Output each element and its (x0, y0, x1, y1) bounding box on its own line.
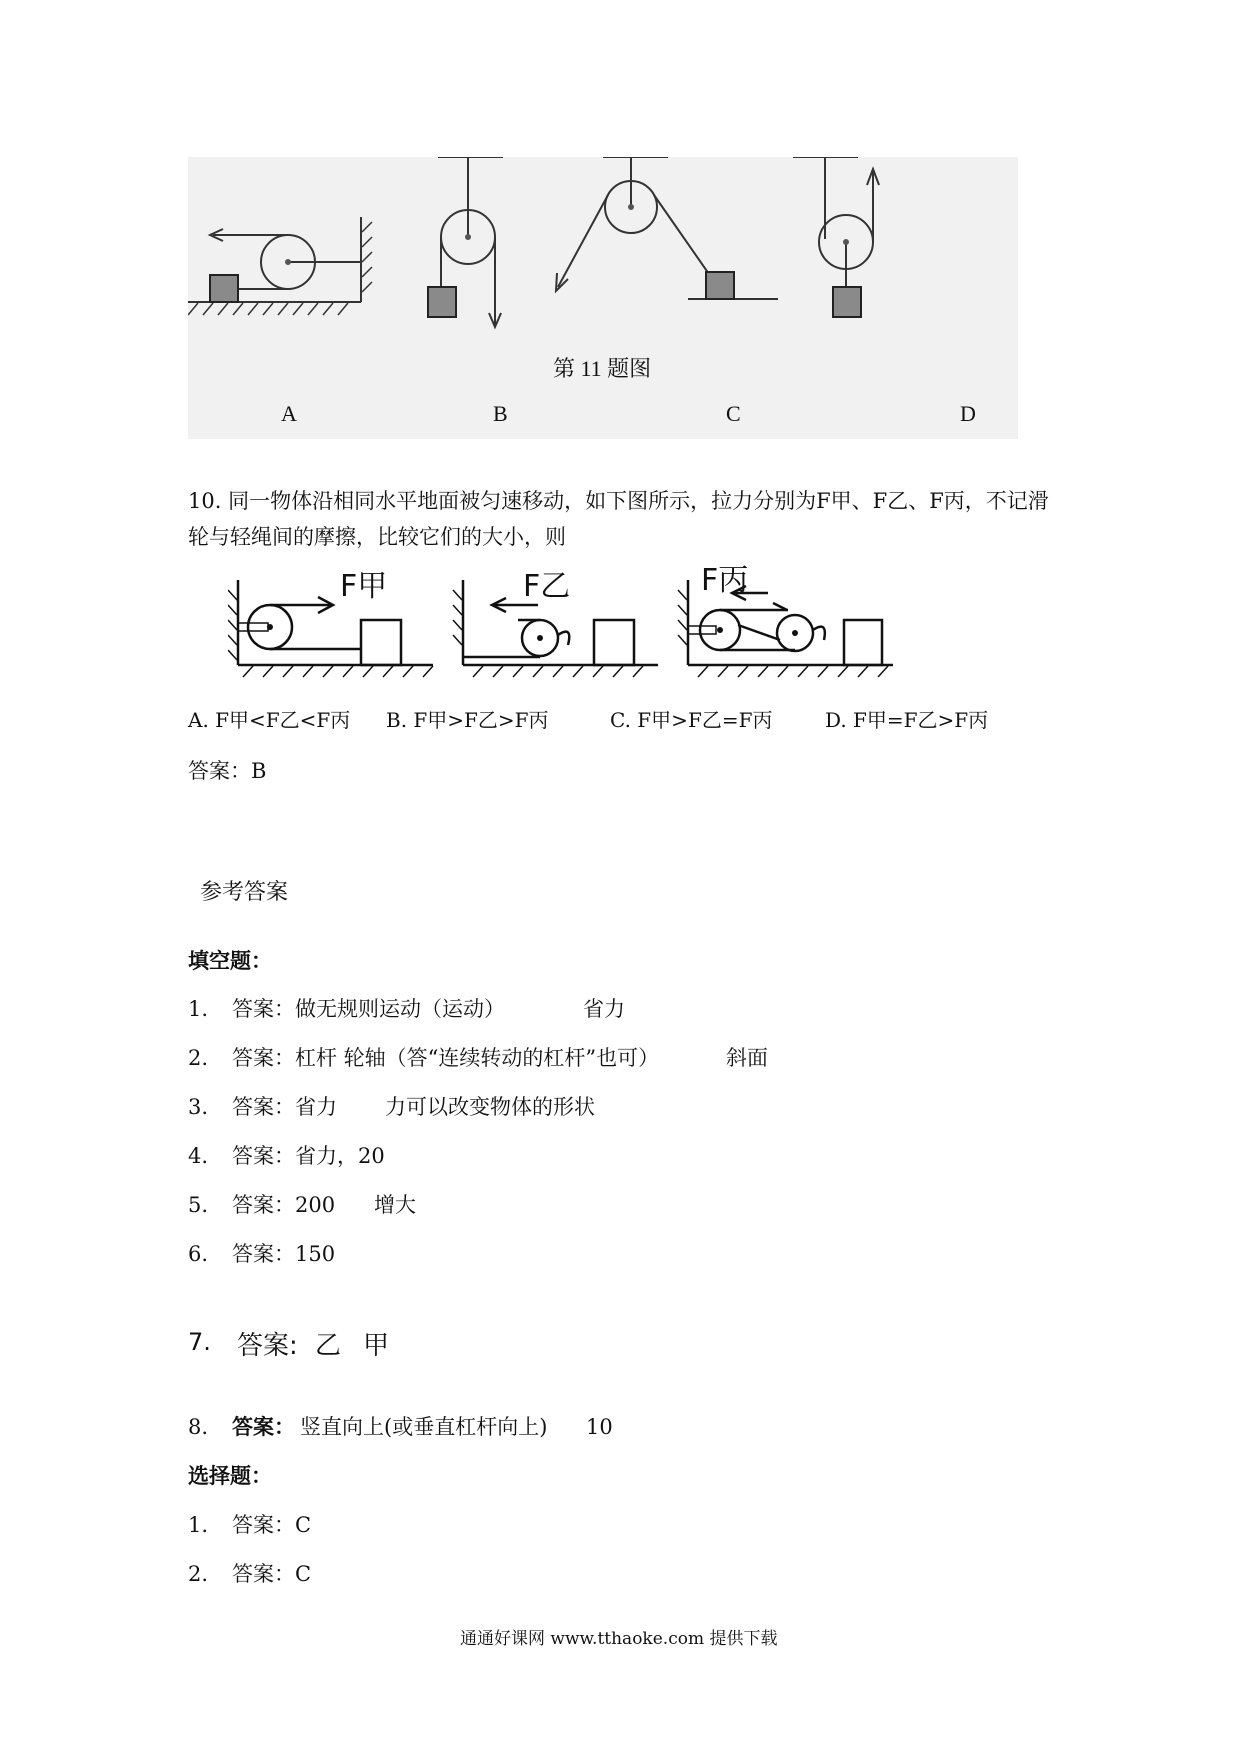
label-f-yi: F乙 (523, 569, 571, 604)
choice-section-title: 选择题： (188, 1463, 272, 1488)
fill-section-title: 填空题： (188, 948, 272, 973)
figure-11-drawing (188, 157, 1018, 439)
q7-value-1: 乙 (315, 1331, 342, 1361)
q10-option-d: D. F甲=F乙>F丙 (825, 708, 989, 732)
figure-label-a: A (281, 401, 297, 426)
q10-option-b: B. F甲>F乙>F丙 (386, 708, 549, 732)
ref-title: 参考答案 (200, 880, 289, 905)
q7-value-2: 甲 (363, 1331, 390, 1361)
fill-5-num: 5. (188, 1193, 209, 1217)
fill-1-answer: 答案：做无规则运动（运动） (232, 997, 505, 1021)
fill-1-num: 1. (188, 997, 209, 1021)
footer-text: 通通好课网 www.tthaoke.com 提供下载 (460, 1629, 778, 1649)
fill-2-num: 2. (188, 1046, 209, 1070)
q10-text-line1: 10. 同一物体沿相同水平地面被匀速移动，如下图所示，拉力分别为F甲、F乙、F丙，不记滑 (188, 489, 1049, 513)
q8-label: 答案： (232, 1414, 295, 1439)
q7-label: 答案: (237, 1331, 298, 1361)
fill-3-extra: 力可以改变物体的形状 (385, 1095, 595, 1119)
fill-5-extra: 增大 (374, 1193, 416, 1217)
q7-num: 7. (188, 1328, 211, 1356)
fill-2-answer: 答案：杠杆 轮轴（答“连续转动的杠杆”也可） (232, 1046, 660, 1070)
choice-2-num: 2. (188, 1562, 209, 1586)
label-f-bing: F丙 (701, 563, 749, 598)
fill-5-answer: 答案：200 (232, 1193, 336, 1217)
fill-3-answer: 答案：省力 (232, 1095, 337, 1119)
q8-answer: 竖直向上(或垂直杠杆向上) (300, 1415, 548, 1439)
choice-1-answer: 答案：C (232, 1513, 312, 1537)
fill-6-answer: 答案：150 (232, 1242, 336, 1266)
fill-2-extra: 斜面 (726, 1046, 768, 1070)
figure-11-caption: 第 11 题图 (553, 356, 652, 381)
q10-answer: 答案：B (188, 759, 267, 783)
fill-4-num: 4. (188, 1144, 209, 1168)
q8-value: 10 (586, 1415, 613, 1439)
fill-4-answer: 答案：省力，20 (232, 1144, 385, 1168)
fill-1-extra: 省力 (583, 997, 625, 1021)
choice-1-num: 1. (188, 1513, 209, 1537)
q10-option-c: C. F甲>F乙=F丙 (610, 708, 773, 732)
q10-option-a: A. F甲<F乙<F丙 (188, 708, 351, 732)
q8-num: 8. (188, 1415, 209, 1439)
figure-label-b: B (493, 401, 508, 426)
figure-label-c: C (726, 401, 741, 426)
figure-label-d: D (960, 401, 976, 426)
fill-6-num: 6. (188, 1242, 209, 1266)
q10-figure (228, 565, 908, 690)
figure-11 (188, 157, 1018, 439)
fill-3-num: 3. (188, 1095, 209, 1119)
label-f-jia: F甲 (340, 569, 388, 604)
choice-2-answer: 答案：C (232, 1562, 312, 1586)
q10-text-line2: 轮与轻绳间的摩擦，比较它们的大小，则 (188, 525, 566, 549)
